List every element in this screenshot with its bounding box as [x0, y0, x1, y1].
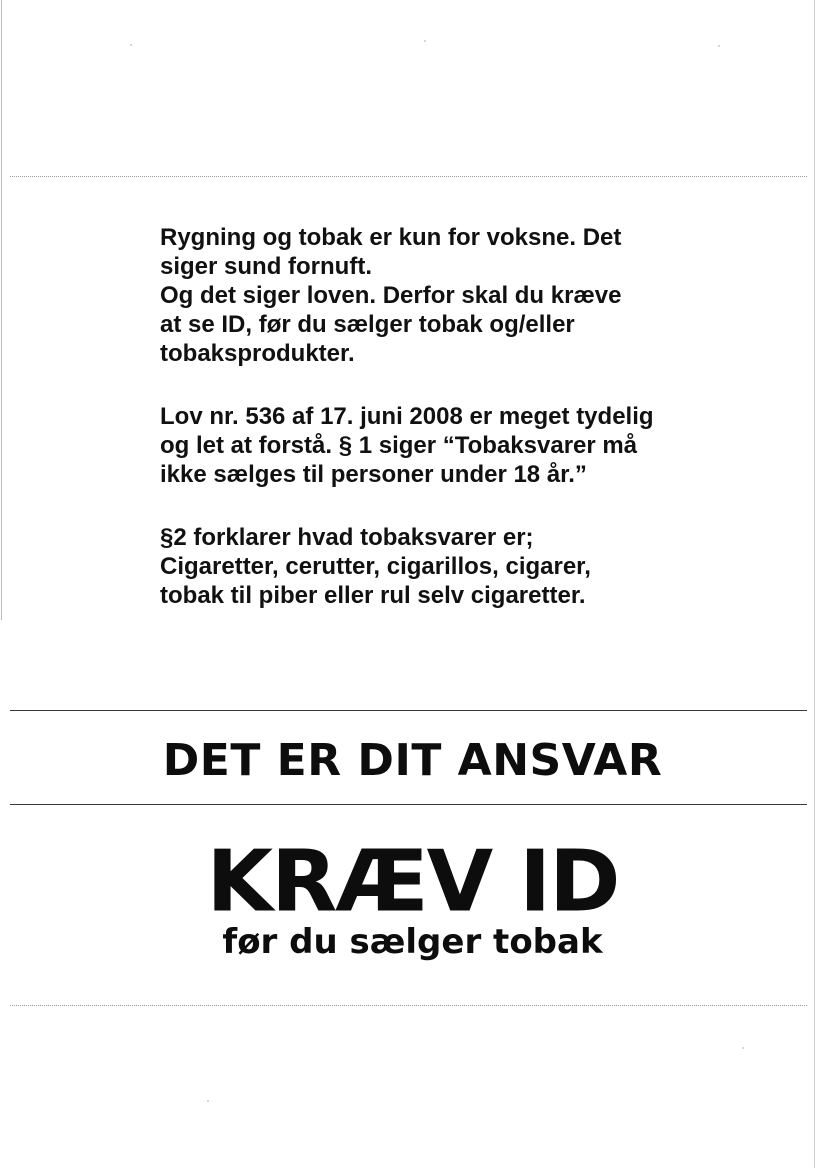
scan-edge-left: [1, 0, 2, 620]
paragraph-line: ikke sælges til personer under 18 år.”: [160, 461, 587, 488]
paragraph-line: Og det siger loven. Derfor skal du kræve: [160, 282, 622, 309]
subtitle-before-selling: før du sælger tobak: [222, 922, 603, 962]
paragraph-line: Cigaretter, cerutter, cigarillos, cigarer,: [160, 553, 591, 580]
paragraph-line: Rygning og tobak er kun for voksne. Det: [160, 224, 622, 251]
divider-below-headline: [10, 804, 807, 805]
paragraph-line: at se ID, før du sælger tobak og/eller: [160, 311, 575, 338]
scan-speck: [742, 1047, 744, 1049]
paragraph-law-reference: [160, 402, 720, 489]
paragraph-line: tobak til piber eller rul selv cigaretter.: [160, 582, 586, 609]
paragraph-line: Lov nr. 536 af 17. juni 2008 er meget tydelig: [160, 403, 654, 430]
scan-speck: [207, 1100, 209, 1102]
paragraph-definition: [160, 523, 720, 610]
scan-speck: [718, 45, 720, 47]
scan-speck: [424, 40, 426, 42]
paragraph-line: tobaksprodukter.: [160, 340, 355, 367]
title-demand-id: KRÆV ID: [206, 833, 619, 931]
scan-speck: [130, 44, 132, 46]
paragraph-age-rule: [160, 223, 720, 368]
divider-above-headline: [10, 710, 807, 711]
paragraph-line: siger sund fornuft.: [160, 253, 372, 280]
scan-edge-right: [814, 0, 815, 1168]
paragraph-line: og let at forstå. § 1 siger “Tobaksvarer må: [160, 432, 638, 459]
divider-bottom: [10, 1005, 807, 1006]
divider-top: [10, 176, 807, 177]
headline-responsibility: DET ER DIT ANSVAR: [162, 735, 663, 786]
paragraph-line: §2 forklarer hvad tobaksvarer er;: [160, 524, 534, 551]
